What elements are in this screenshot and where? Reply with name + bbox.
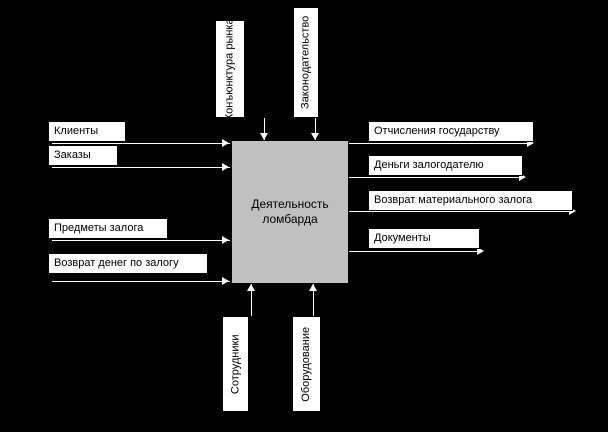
input-arrow-head-1 — [222, 139, 229, 147]
input-label-clients-text: Клиенты — [54, 125, 99, 138]
control-arrow-head-2 — [311, 133, 319, 140]
input-label-orders — [48, 145, 118, 166]
output-label-state-deductions-text: Отчисления государству — [374, 125, 500, 138]
output-label-documents — [368, 228, 480, 249]
process-block[interactable] — [231, 140, 349, 284]
input-label-money-return — [48, 253, 208, 274]
input-arrow-head-2 — [222, 163, 229, 171]
control-label-legislation — [293, 7, 319, 118]
output-label-money-to-pledger-text: Деньги залогодателю — [374, 159, 484, 172]
input-label-orders-text: Заказы — [54, 149, 91, 162]
input-label-pledge-items — [48, 218, 168, 239]
mechanism-arrow-head-1 — [247, 284, 255, 291]
input-arrow-line-3 — [52, 240, 230, 241]
input-label-money-return-text: Возврат денег по залогу — [54, 257, 179, 270]
control-label-market — [215, 20, 245, 118]
process-label: Деятельность ломбарда — [251, 197, 329, 226]
input-arrow-line-4 — [52, 281, 230, 282]
mechanism-label-staff — [222, 316, 249, 412]
mechanism-label-staff-text: Сотрудники — [229, 334, 242, 394]
input-label-pledge-items-text: Предметы залога — [54, 222, 144, 235]
control-label-legislation-text: Законодательство — [299, 15, 312, 110]
input-arrow-head-3 — [222, 236, 229, 244]
output-label-money-to-pledger — [368, 155, 523, 176]
output-arrow-line-3 — [349, 211, 571, 212]
input-arrow-line-2 — [52, 167, 230, 168]
output-arrow-line-1 — [349, 143, 529, 144]
mechanism-arrow-head-2 — [309, 284, 317, 291]
output-arrow-line-2 — [349, 177, 521, 178]
mechanism-label-equipment-text: Оборудование — [300, 326, 313, 402]
output-arrow-line-4 — [349, 251, 479, 252]
input-arrow-line-1 — [52, 143, 230, 144]
input-arrow-head-4 — [222, 277, 229, 285]
output-label-pledge-return-text: Возврат материального залога — [374, 194, 533, 207]
output-label-pledge-return — [368, 190, 573, 211]
output-label-documents-text: Документы — [374, 232, 431, 245]
mechanism-label-equipment — [292, 316, 321, 412]
control-arrow-head-1 — [260, 133, 268, 140]
input-label-clients — [48, 121, 126, 142]
output-label-state-deductions — [368, 121, 534, 142]
control-label-market-text: Конъюнктура рынка — [223, 18, 236, 120]
